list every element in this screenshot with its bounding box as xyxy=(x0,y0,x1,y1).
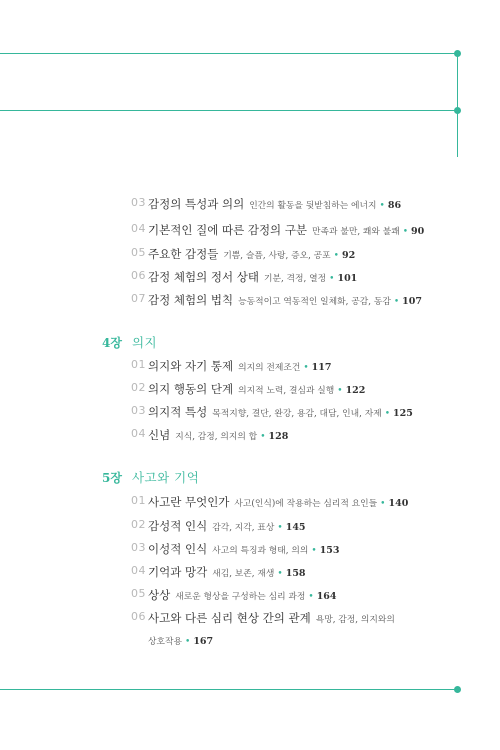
toc-item[interactable] xyxy=(131,193,480,213)
toc-item[interactable] xyxy=(131,219,480,239)
toc-item[interactable] xyxy=(131,607,480,627)
chapter-title: 사고와 기억 xyxy=(131,470,200,485)
toc-item[interactable] xyxy=(131,538,480,558)
right-vertical-rule xyxy=(457,54,458,157)
toc-item[interactable] xyxy=(131,289,480,309)
bullet-icon: • xyxy=(260,432,266,442)
toc-item-title: 감정 체험의 정서 상태 xyxy=(148,270,259,284)
toc-item-number: 06 xyxy=(131,269,146,282)
bullet-icon: • xyxy=(379,201,385,211)
toc-item[interactable] xyxy=(131,243,480,263)
bullet-icon: • xyxy=(277,523,283,533)
toc-item-title: 사고와 다른 심리 현상 간의 관계 xyxy=(148,611,311,625)
toc-item-number: 01 xyxy=(131,494,146,507)
toc-item-number: 04 xyxy=(131,564,146,577)
toc-item-number: 03 xyxy=(131,541,146,554)
toc-item-page: 122 xyxy=(345,385,366,396)
toc-item-number: 03 xyxy=(131,404,146,417)
toc-item-number: 07 xyxy=(131,292,146,305)
bullet-icon: • xyxy=(308,592,314,602)
toc-item-subtitle: 능동적이고 역동적인 일체화, 공감, 동감 xyxy=(238,297,391,307)
toc-item-number: 04 xyxy=(131,222,146,235)
toc-item-subtitle: 기쁨, 슬픔, 사랑, 증오, 공포 xyxy=(223,251,331,261)
toc-item-number: 02 xyxy=(131,381,146,394)
toc-item-page: 92 xyxy=(341,250,356,261)
toc-item-subtitle: 지식, 감정, 의지의 합 xyxy=(175,432,258,442)
toc-item-continuation[interactable] xyxy=(148,629,213,649)
toc-item[interactable] xyxy=(131,401,480,421)
toc-item-title: 감성적 인식 xyxy=(148,519,208,533)
toc-item-number: 05 xyxy=(131,246,146,259)
mid-rule xyxy=(0,110,458,111)
toc-item[interactable] xyxy=(131,584,480,604)
toc-item-page: 158 xyxy=(285,568,306,579)
bullet-icon: • xyxy=(393,297,400,307)
toc-item-title: 의지 행동의 단계 xyxy=(148,382,234,396)
toc-item-title: 기본적인 질에 따른 감정의 구분 xyxy=(148,223,308,237)
toc-item[interactable] xyxy=(131,355,480,375)
toc-item-number: 01 xyxy=(131,358,146,371)
toc-item-number: 04 xyxy=(131,427,146,440)
bullet-icon: • xyxy=(277,569,283,579)
toc-item-page: 140 xyxy=(388,498,409,509)
toc-item-subtitle-continued: 상호작용 xyxy=(148,637,182,647)
toc-item-title: 의지와 자기 통제 xyxy=(148,359,234,373)
toc-item-title: 주요한 감정들 xyxy=(148,247,219,261)
chapter-title: 의지 xyxy=(131,335,158,350)
top-rule xyxy=(0,53,458,54)
toc-item[interactable] xyxy=(131,561,480,581)
bullet-icon: • xyxy=(303,363,309,373)
toc-item[interactable] xyxy=(131,424,480,444)
toc-item-subtitle: 새김, 보존, 재생 xyxy=(212,569,275,579)
bottom-rule-dot xyxy=(454,686,461,693)
toc-item-title: 의지적 특성 xyxy=(148,405,208,419)
toc-item-number: 06 xyxy=(131,610,146,623)
toc-item-subtitle: 감각, 지각, 표상 xyxy=(212,523,275,533)
chapter-number: 5장 xyxy=(102,471,122,485)
toc-item[interactable] xyxy=(131,266,480,286)
toc-item-title: 감정 체험의 법칙 xyxy=(148,293,234,307)
toc-item-subtitle: 목적지향, 결단, 완강, 용감, 대담, 인내, 자제 xyxy=(212,409,382,419)
chapter-number: 4장 xyxy=(102,336,122,350)
chapter-4-heading[interactable] xyxy=(102,331,157,353)
toc-item-title: 기억과 망각 xyxy=(148,565,208,579)
toc-item-page: 153 xyxy=(319,545,340,556)
bullet-icon: • xyxy=(384,409,391,419)
toc-item-subtitle: 의지적 노력, 결심과 실행 xyxy=(238,386,335,396)
bottom-rule xyxy=(0,689,458,690)
toc-item-title: 사고란 무엇인가 xyxy=(148,495,230,509)
toc-item-subtitle: 만족과 불만, 쾌와 불쾌 xyxy=(312,227,400,237)
toc-item-page: 145 xyxy=(285,522,306,533)
toc-item-title: 감정의 특성과 의의 xyxy=(148,197,245,211)
toc-item-title: 이성적 인식 xyxy=(148,542,208,556)
toc-item-subtitle: 기분, 격정, 열정 xyxy=(263,274,327,284)
toc-item-subtitle: 인간의 활동을 뒷받침하는 에너지 xyxy=(249,201,377,211)
toc-item-page: 128 xyxy=(268,431,289,442)
toc-item[interactable] xyxy=(131,491,480,511)
bullet-icon: • xyxy=(337,386,343,396)
bullet-icon: • xyxy=(333,251,339,261)
toc-item-page: 125 xyxy=(393,408,413,419)
toc-item-number: 05 xyxy=(131,587,146,600)
chapter-5-heading[interactable] xyxy=(102,466,199,488)
toc-item-subtitle: 사고(인식)에 작용하는 심리적 요인들 xyxy=(234,499,378,509)
toc-item-subtitle: 의지의 전제조건 xyxy=(238,363,301,373)
bullet-icon: • xyxy=(380,499,386,509)
toc-item-page: 86 xyxy=(387,200,402,211)
toc-item[interactable] xyxy=(131,378,480,398)
toc-item-subtitle: 욕망, 감정, 의지와의 xyxy=(315,615,395,625)
toc-item-subtitle: 사고의 특징과 형태, 의의 xyxy=(212,546,309,556)
toc-item-page: 107 xyxy=(402,296,422,307)
toc-item-number: 02 xyxy=(131,518,146,531)
bullet-icon: • xyxy=(185,637,191,647)
toc-item-page: 117 xyxy=(311,362,332,373)
bullet-icon: • xyxy=(311,546,317,556)
bullet-icon: • xyxy=(402,227,409,237)
toc-item[interactable] xyxy=(131,515,480,535)
bullet-icon: • xyxy=(329,274,335,284)
toc-item-page: 101 xyxy=(337,273,358,284)
toc-item-number: 03 xyxy=(131,196,146,209)
toc-item-subtitle: 새로운 형상을 구성하는 심리 과정 xyxy=(175,592,306,602)
toc-item-page: 164 xyxy=(316,591,337,602)
toc-item-title: 상상 xyxy=(148,588,171,602)
toc-item-title: 신념 xyxy=(148,428,171,442)
toc-item-page: 167 xyxy=(193,636,214,647)
toc-item-page: 90 xyxy=(411,226,425,237)
